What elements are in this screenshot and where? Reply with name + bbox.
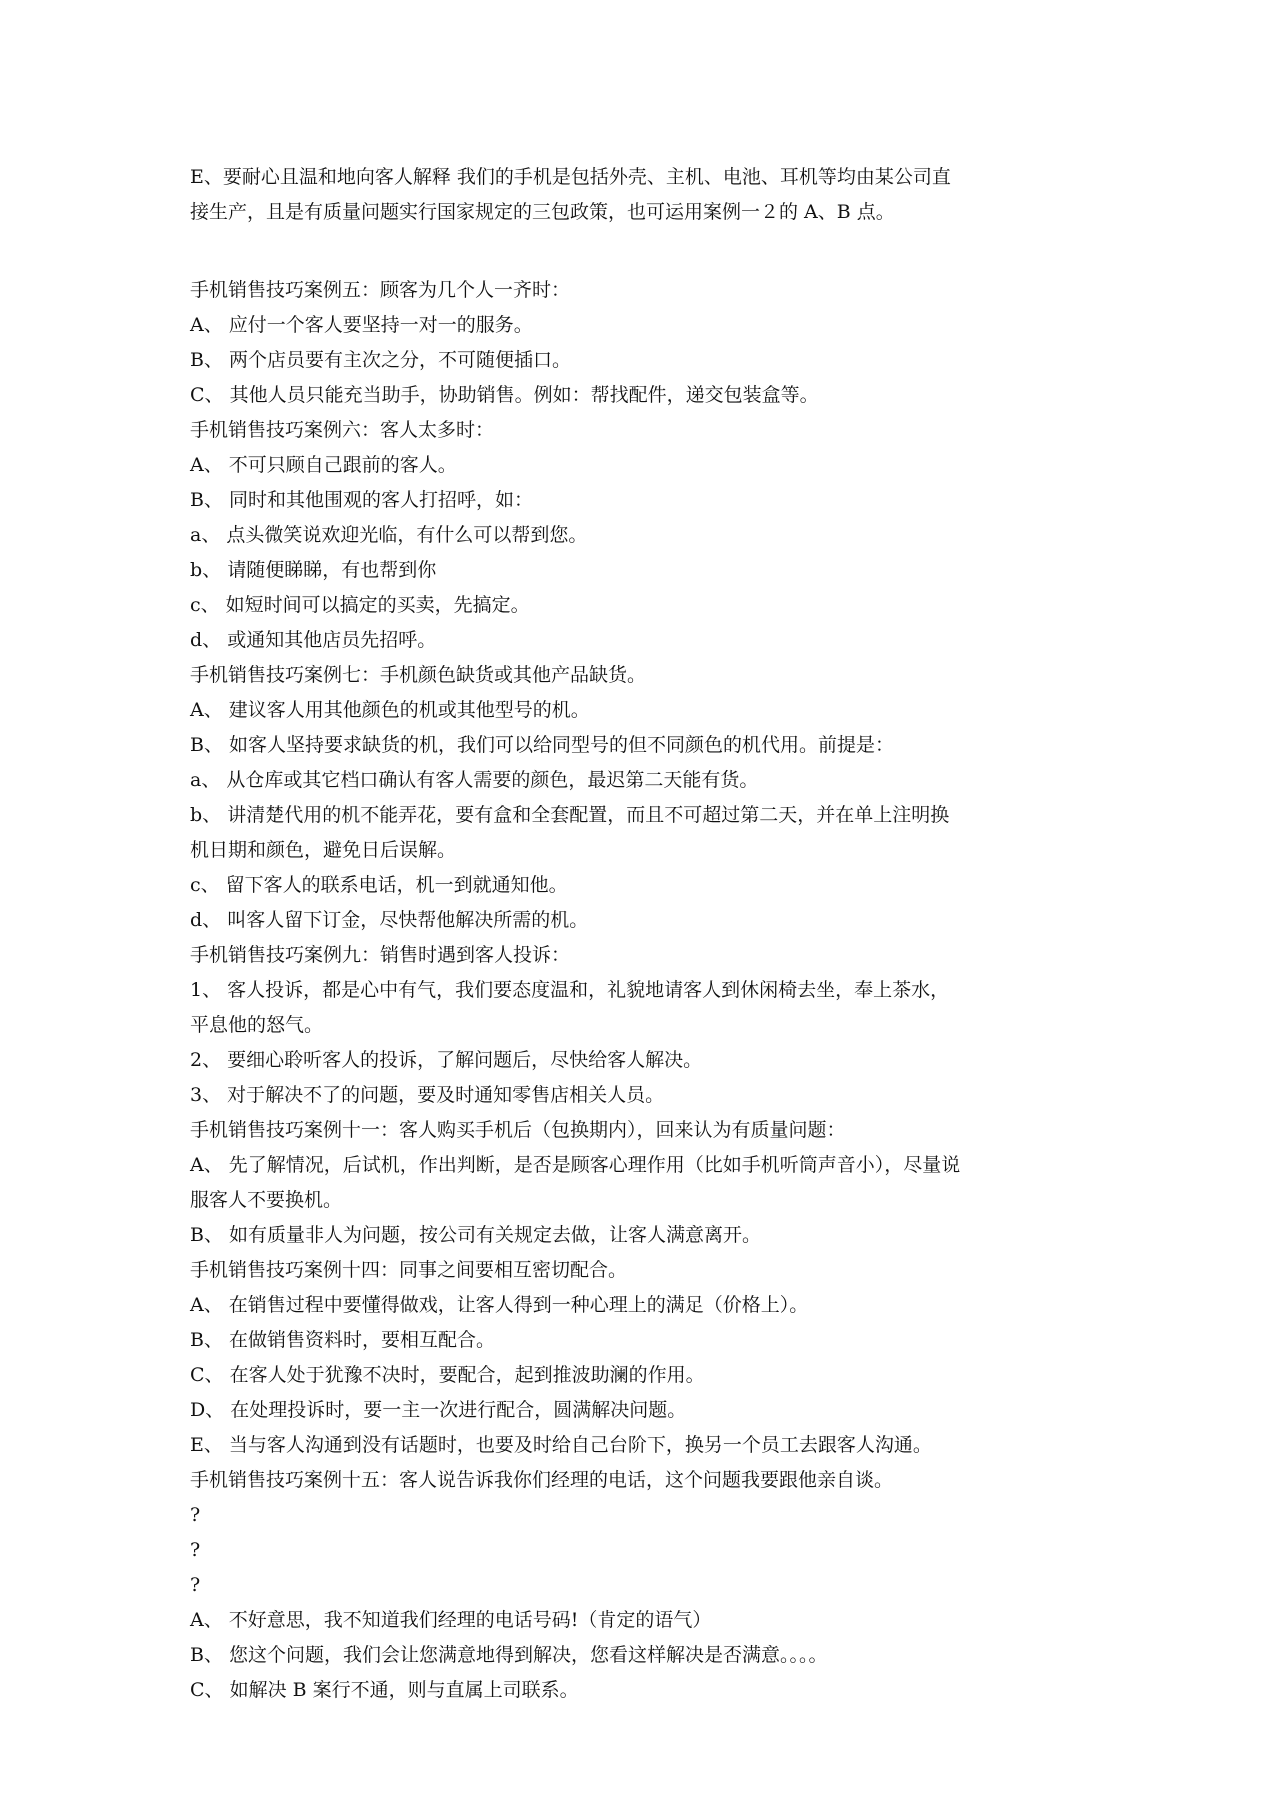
section-heading: 手机销售技巧案例十一：客人购买手机后（包换期内），回来认为有质量问题： <box>190 1119 846 1141</box>
list-item: d、 或通知其他店员先招呼。 <box>190 629 437 651</box>
list-item: A、 不可只顾自己跟前的客人。 <box>190 454 457 476</box>
list-item: A、 应付一个客人要坚持一对一的服务。 <box>190 314 533 336</box>
list-item: D、 在处理投诉时，要一主一次进行配合，圆满解决问题。 <box>190 1399 687 1421</box>
document-body <box>190 160 1100 1708</box>
intro-paragraph <box>190 160 1100 230</box>
section-heading: 手机销售技巧案例九：销售时遇到客人投诉： <box>190 944 571 966</box>
list-item: A、 先了解情况，后试机，作出判断，是否是顾客心理作用（比如手机听筒声音小），尽量说 <box>190 1154 961 1176</box>
list-item: A、 不好意思，我不知道我们经理的电话号码!（肯定的语气） <box>190 1609 712 1631</box>
list-item: B、 两个店员要有主次之分，不可随便插口。 <box>190 349 572 371</box>
intro-line: 接生产，且是有质量问题实行国家规定的三包政策，也可运用案例一２的 A、B 点。 <box>190 201 895 223</box>
list-item: d、 叫客人留下订金，尽快帮他解决所需的机。 <box>190 909 589 931</box>
list-item: 机日期和颜色，避免日后误解。 <box>190 839 457 861</box>
list-item: C、 其他人员只能充当助手，协助销售。例如：帮找配件，递交包装盒等。 <box>190 384 819 406</box>
list-item: ? <box>190 1539 201 1561</box>
list-item: c、 如短时间可以搞定的买卖，先搞定。 <box>190 594 530 616</box>
document-lines <box>190 273 1100 1708</box>
list-item: A、 建议客人用其他颜色的机或其他型号的机。 <box>190 699 590 721</box>
section-heading: 手机销售技巧案例七：手机颜色缺货或其他产品缺货。 <box>190 664 647 686</box>
list-item: 服客人不要换机。 <box>190 1189 343 1211</box>
list-item: E、 当与客人沟通到没有话题时，也要及时给自己台阶下，换另一个员工去跟客人沟通。 <box>190 1434 932 1456</box>
list-item: ? <box>190 1574 201 1596</box>
list-item: ? <box>190 1504 201 1526</box>
list-item: 1、 客人投诉，都是心中有气，我们要态度温和，礼貌地请客人到休闲椅去坐，奉上茶水， <box>190 979 950 1001</box>
list-item: b、 讲清楚代用的机不能弄花，要有盒和全套配置，而且不可超过第二天，并在单上注明换 <box>190 804 950 826</box>
list-item: c、 留下客人的联系电话，机一到就通知他。 <box>190 874 568 896</box>
section-heading: 手机销售技巧案例六：客人太多时： <box>190 419 495 441</box>
section-heading: 手机销售技巧案例十五：客人说告诉我你们经理的电话，这个问题我要跟他亲自谈。 <box>190 1469 894 1491</box>
list-item: B、 如客人坚持要求缺货的机，我们可以给同型号的但不同颜色的机代用。前提是： <box>190 734 895 756</box>
intro-line: E、要耐心且温和地向客人解释 我们的手机是包括外壳、主机、电池、耳机等均由某公司直 <box>190 166 951 188</box>
list-item: B、 同时和其他围观的客人打招呼，如： <box>190 489 534 511</box>
list-item: a、 从仓库或其它档口确认有客人需要的颜色，最迟第二天能有货。 <box>190 769 759 791</box>
list-item: B、 在做销售资料时，要相互配合。 <box>190 1329 496 1351</box>
list-item: 3、 对于解决不了的问题，要及时通知零售店相关人员。 <box>190 1084 665 1106</box>
list-item: C、 在客人处于犹豫不决时，要配合，起到推波助澜的作用。 <box>190 1364 705 1386</box>
list-item: C、 如解决 B 案行不通，则与直属上司联系。 <box>190 1679 579 1701</box>
section-heading: 手机销售技巧案例五：顾客为几个人一齐时： <box>190 279 571 301</box>
list-item: b、 请随便睇睇，有也帮到你 <box>190 559 437 581</box>
list-item: B、 您这个问题，我们会让您满意地得到解决，您看这样解决是否满意。。。。 <box>190 1644 828 1666</box>
list-item: 平息他的怒气。 <box>190 1014 324 1036</box>
list-item: B、 如有质量非人为问题，按公司有关规定去做，让客人满意离开。 <box>190 1224 762 1246</box>
section-heading: 手机销售技巧案例十四：同事之间要相互密切配合。 <box>190 1259 628 1281</box>
list-item: a、 点头微笑说欢迎光临，有什么可以帮到您。 <box>190 524 588 546</box>
list-item: 2、 要细心聆听客人的投诉，了解问题后，尽快给客人解决。 <box>190 1049 703 1071</box>
list-item: A、 在销售过程中要懂得做戏，让客人得到一种心理上的满足（价格上）。 <box>190 1294 809 1316</box>
